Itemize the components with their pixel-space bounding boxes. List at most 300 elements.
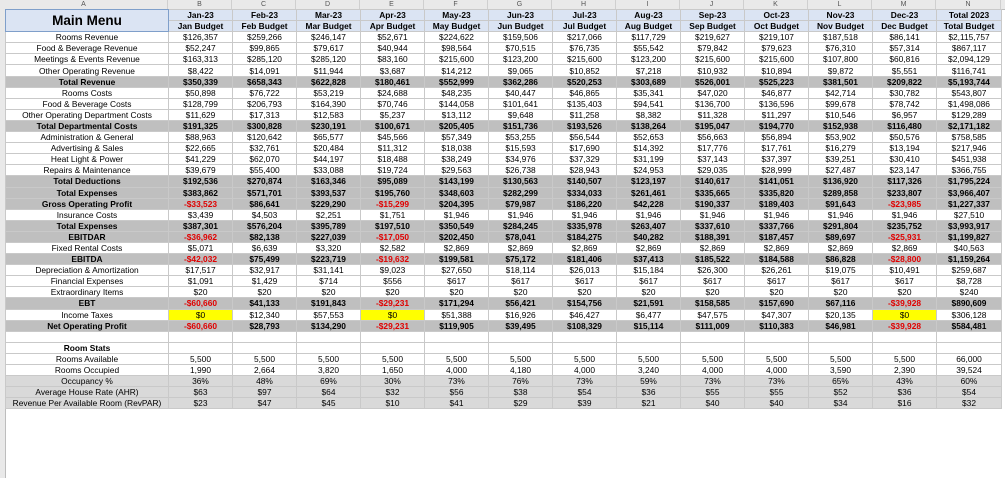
cell[interactable]: $867,117 xyxy=(937,43,1002,54)
cell[interactable]: $617 xyxy=(745,276,809,287)
cell[interactable]: $246,147 xyxy=(297,32,361,43)
cell[interactable]: $11,944 xyxy=(297,65,361,76)
cell[interactable]: $154,756 xyxy=(553,298,617,309)
budget-header[interactable]: Feb Budget xyxy=(233,21,297,32)
cell[interactable]: $27,510 xyxy=(937,209,1002,220)
cell[interactable]: $185,522 xyxy=(681,254,745,265)
cell[interactable]: $95,089 xyxy=(361,176,425,187)
cell[interactable]: $11,297 xyxy=(745,109,809,120)
cell[interactable] xyxy=(489,342,553,353)
month-header[interactable]: Total 2023 xyxy=(937,10,1002,21)
cell[interactable]: $1,795,224 xyxy=(937,176,1002,187)
cell[interactable]: $86,641 xyxy=(233,198,297,209)
cell[interactable]: $98,564 xyxy=(425,43,489,54)
cell[interactable]: $285,120 xyxy=(233,54,297,65)
cell[interactable]: 2,664 xyxy=(233,365,297,376)
cell[interactable]: $15,184 xyxy=(617,265,681,276)
cell[interactable]: $136,596 xyxy=(745,98,809,109)
cell[interactable]: $2,582 xyxy=(361,242,425,253)
cell[interactable]: $9,065 xyxy=(489,65,553,76)
cell[interactable]: 73% xyxy=(681,376,745,387)
cell[interactable]: 5,500 xyxy=(553,353,617,364)
cell[interactable]: -$28,800 xyxy=(873,254,937,265)
cell[interactable]: $135,403 xyxy=(553,98,617,109)
cell[interactable]: $259,266 xyxy=(233,32,297,43)
cell[interactable]: $576,204 xyxy=(233,220,297,231)
cell[interactable]: $67,116 xyxy=(809,298,873,309)
cell[interactable]: $16 xyxy=(873,398,937,409)
cell[interactable]: $337,610 xyxy=(681,220,745,231)
cell[interactable]: $29 xyxy=(489,398,553,409)
cell[interactable]: $9,872 xyxy=(809,65,873,76)
cell[interactable]: $24,688 xyxy=(361,87,425,98)
row-label[interactable]: Total Expenses xyxy=(6,187,169,198)
cell[interactable]: $15,114 xyxy=(617,320,681,331)
cell[interactable]: $52,247 xyxy=(169,43,233,54)
row-label[interactable]: Repairs & Maintenance xyxy=(6,165,169,176)
month-header[interactable]: Sep-23 xyxy=(681,10,745,21)
cell[interactable]: $94,541 xyxy=(617,98,681,109)
cell[interactable]: $617 xyxy=(425,276,489,287)
cell[interactable]: 5,500 xyxy=(297,353,361,364)
cell[interactable]: $86,141 xyxy=(873,32,937,43)
cell[interactable]: $42,228 xyxy=(617,198,681,209)
cell[interactable]: $8,728 xyxy=(937,276,1002,287)
cell[interactable] xyxy=(873,331,937,342)
cell[interactable]: $2,869 xyxy=(681,242,745,253)
cell[interactable]: $18,488 xyxy=(361,154,425,165)
cell[interactable]: 3,590 xyxy=(809,365,873,376)
row-label[interactable]: Total Deductions xyxy=(6,176,169,187)
cell[interactable]: $47,307 xyxy=(745,309,809,320)
cell[interactable]: $270,874 xyxy=(233,176,297,187)
cell[interactable]: 5,500 xyxy=(617,353,681,364)
cell[interactable]: 76% xyxy=(489,376,553,387)
cell[interactable] xyxy=(809,342,873,353)
cell[interactable]: $16,279 xyxy=(809,143,873,154)
row-label[interactable]: Insurance Costs xyxy=(6,209,169,220)
cell[interactable]: $39,251 xyxy=(809,154,873,165)
cell[interactable]: $291,804 xyxy=(809,220,873,231)
cell[interactable]: $3,993,917 xyxy=(937,220,1002,231)
cell[interactable]: $180,461 xyxy=(361,76,425,87)
cell[interactable]: $140,507 xyxy=(553,176,617,187)
cell[interactable]: $46,981 xyxy=(809,320,873,331)
cell[interactable]: 59% xyxy=(617,376,681,387)
cell[interactable]: $2,869 xyxy=(809,242,873,253)
cell[interactable]: $99,678 xyxy=(809,98,873,109)
cell[interactable]: 48% xyxy=(233,376,297,387)
cell[interactable] xyxy=(809,331,873,342)
column-letter-b[interactable]: B xyxy=(168,0,232,9)
cell[interactable]: -$60,660 xyxy=(169,320,233,331)
cell[interactable]: $129,289 xyxy=(937,109,1002,120)
cell[interactable]: $54 xyxy=(553,387,617,398)
cell[interactable]: $217,946 xyxy=(937,143,1002,154)
cell[interactable]: $64 xyxy=(297,387,361,398)
cell[interactable]: $41,229 xyxy=(169,154,233,165)
cell[interactable]: $101,641 xyxy=(489,98,553,109)
cell[interactable]: $33,088 xyxy=(297,165,361,176)
cell[interactable]: $622,828 xyxy=(297,76,361,87)
cell[interactable]: $79,842 xyxy=(681,43,745,54)
row-label[interactable]: Heat Light & Power xyxy=(6,154,169,165)
month-header[interactable]: Apr-23 xyxy=(361,10,425,21)
cell[interactable]: $34 xyxy=(809,398,873,409)
cell[interactable]: $20 xyxy=(553,287,617,298)
cell[interactable]: $335,820 xyxy=(745,187,809,198)
cell[interactable]: $20 xyxy=(809,287,873,298)
cell[interactable]: $120,642 xyxy=(233,132,297,143)
month-header[interactable]: Jan-23 xyxy=(169,10,233,21)
cell[interactable]: $99,865 xyxy=(233,43,297,54)
cell[interactable]: $26,261 xyxy=(745,265,809,276)
cell[interactable] xyxy=(169,331,233,342)
cell[interactable]: $28,943 xyxy=(553,165,617,176)
cell[interactable]: $108,329 xyxy=(553,320,617,331)
cell[interactable]: $20 xyxy=(297,287,361,298)
cell[interactable]: 5,500 xyxy=(489,353,553,364)
cell[interactable]: $144,058 xyxy=(425,98,489,109)
cell[interactable]: $303,689 xyxy=(617,76,681,87)
column-letter-l[interactable]: L xyxy=(808,0,872,9)
cell[interactable]: $123,200 xyxy=(489,54,553,65)
row-label[interactable]: Room Stats xyxy=(6,342,169,353)
cell[interactable]: $9,648 xyxy=(489,109,553,120)
cell[interactable]: $387,301 xyxy=(169,220,233,231)
cell[interactable]: $2,171,182 xyxy=(937,120,1002,131)
cell[interactable]: $21,591 xyxy=(617,298,681,309)
cell[interactable]: $40 xyxy=(745,398,809,409)
cell[interactable]: $40 xyxy=(681,398,745,409)
cell[interactable]: $130,563 xyxy=(489,176,553,187)
row-label[interactable]: Meetings & Events Revenue xyxy=(6,54,169,65)
cell[interactable]: $263,407 xyxy=(617,220,681,231)
cell[interactable]: $13,112 xyxy=(425,109,489,120)
cell[interactable]: 4,000 xyxy=(425,365,489,376)
budget-header[interactable]: Total Budget xyxy=(937,21,1002,32)
cell[interactable]: $65,577 xyxy=(297,132,361,143)
cell[interactable]: $284,245 xyxy=(489,220,553,231)
cell[interactable]: $26,300 xyxy=(681,265,745,276)
row-label[interactable]: EBITDAR xyxy=(6,231,169,242)
cell[interactable]: $395,789 xyxy=(297,220,361,231)
cell[interactable]: 5,500 xyxy=(233,353,297,364)
cell[interactable]: $18,038 xyxy=(425,143,489,154)
cell[interactable]: $47,020 xyxy=(681,87,745,98)
cell[interactable] xyxy=(233,331,297,342)
cell[interactable]: $190,337 xyxy=(681,198,745,209)
cell[interactable]: -$39,928 xyxy=(873,320,937,331)
cell[interactable]: $48,235 xyxy=(425,87,489,98)
cell[interactable]: $20 xyxy=(681,287,745,298)
row-label[interactable]: Administration & General xyxy=(6,132,169,143)
cell[interactable] xyxy=(745,342,809,353)
row-label[interactable]: Total Revenue xyxy=(6,76,169,87)
cell[interactable]: $209,822 xyxy=(873,76,937,87)
cell[interactable]: $57,314 xyxy=(873,43,937,54)
cell[interactable]: $199,581 xyxy=(425,254,489,265)
cell[interactable]: $10,546 xyxy=(809,109,873,120)
cell[interactable] xyxy=(553,342,617,353)
cell[interactable]: $6,957 xyxy=(873,109,937,120)
cell[interactable]: $44,197 xyxy=(297,154,361,165)
cell[interactable]: 73% xyxy=(425,376,489,387)
cell[interactable]: 36% xyxy=(169,376,233,387)
cell[interactable]: $188,391 xyxy=(681,231,745,242)
cell[interactable]: $11,328 xyxy=(681,109,745,120)
month-header[interactable]: Dec-23 xyxy=(873,10,937,21)
month-header[interactable]: Oct-23 xyxy=(745,10,809,21)
cell[interactable]: $10,932 xyxy=(681,65,745,76)
cell[interactable]: $381,501 xyxy=(809,76,873,87)
cell[interactable]: $187,457 xyxy=(745,231,809,242)
cell[interactable]: $14,091 xyxy=(233,65,297,76)
cell[interactable]: 69% xyxy=(297,376,361,387)
cell[interactable]: $1,946 xyxy=(873,209,937,220)
cell[interactable] xyxy=(681,331,745,342)
cell[interactable]: $362,286 xyxy=(489,76,553,87)
cell[interactable]: $282,299 xyxy=(489,187,553,198)
cell[interactable]: $193,526 xyxy=(553,120,617,131)
row-label[interactable]: Food & Beverage Revenue xyxy=(6,43,169,54)
budget-header[interactable]: Aug Budget xyxy=(617,21,681,32)
cell[interactable]: $119,905 xyxy=(425,320,489,331)
cell[interactable]: -$29,231 xyxy=(361,320,425,331)
column-letter-h[interactable]: H xyxy=(552,0,616,9)
cell[interactable]: $30,410 xyxy=(873,154,937,165)
cell[interactable]: $107,800 xyxy=(809,54,873,65)
cell[interactable]: $78,041 xyxy=(489,231,553,242)
column-letter-e[interactable]: E xyxy=(360,0,424,9)
month-header[interactable]: Aug-23 xyxy=(617,10,681,21)
cell[interactable]: $17,313 xyxy=(233,109,297,120)
cell[interactable]: $75,172 xyxy=(489,254,553,265)
cell[interactable]: $1,946 xyxy=(489,209,553,220)
cell[interactable]: $235,752 xyxy=(873,220,937,231)
cell[interactable]: $55,400 xyxy=(233,165,297,176)
column-letter-d[interactable]: D xyxy=(296,0,360,9)
cell[interactable]: $261,461 xyxy=(617,187,681,198)
cell[interactable]: $215,600 xyxy=(681,54,745,65)
cell[interactable]: $191,843 xyxy=(297,298,361,309)
column-letter-m[interactable]: M xyxy=(872,0,936,9)
cell[interactable]: $56,894 xyxy=(745,132,809,143)
cell[interactable]: $11,258 xyxy=(553,109,617,120)
cell[interactable]: $240 xyxy=(937,287,1002,298)
cell[interactable]: $164,390 xyxy=(297,98,361,109)
cell[interactable]: $350,549 xyxy=(425,220,489,231)
cell[interactable]: $451,938 xyxy=(937,154,1002,165)
cell[interactable]: $0 xyxy=(873,309,937,320)
cell[interactable]: $10,852 xyxy=(553,65,617,76)
cell[interactable]: $128,799 xyxy=(169,98,233,109)
cell[interactable]: $57,349 xyxy=(425,132,489,143)
cell[interactable] xyxy=(553,331,617,342)
cell[interactable]: $55 xyxy=(745,387,809,398)
cell[interactable]: $617 xyxy=(617,276,681,287)
cell[interactable]: $11,629 xyxy=(169,109,233,120)
cell[interactable]: $134,290 xyxy=(297,320,361,331)
cell[interactable] xyxy=(425,342,489,353)
cell[interactable]: 5,500 xyxy=(681,353,745,364)
cell[interactable]: $194,770 xyxy=(745,120,809,131)
cell[interactable]: $116,741 xyxy=(937,65,1002,76)
cell[interactable]: $40,563 xyxy=(937,242,1002,253)
cell[interactable]: 3,240 xyxy=(617,365,681,376)
row-label[interactable]: Rooms Revenue xyxy=(6,32,169,43)
cell[interactable]: 43% xyxy=(873,376,937,387)
budget-header[interactable]: Jun Budget xyxy=(489,21,553,32)
cell[interactable]: $140,617 xyxy=(681,176,745,187)
cell[interactable]: $552,999 xyxy=(425,76,489,87)
cell[interactable]: $53,219 xyxy=(297,87,361,98)
cell[interactable] xyxy=(745,331,809,342)
cell[interactable]: $152,938 xyxy=(809,120,873,131)
cell[interactable]: $36 xyxy=(617,387,681,398)
cell[interactable]: $617 xyxy=(489,276,553,287)
cell[interactable]: $20 xyxy=(169,287,233,298)
cell[interactable]: $50,576 xyxy=(873,132,937,143)
cell[interactable]: -$23,985 xyxy=(873,198,937,209)
cell[interactable]: $383,862 xyxy=(169,187,233,198)
cell[interactable]: $20 xyxy=(617,287,681,298)
cell[interactable]: $40,282 xyxy=(617,231,681,242)
cell[interactable]: $46,427 xyxy=(553,309,617,320)
column-letter-k[interactable]: K xyxy=(744,0,808,9)
cell[interactable]: $14,392 xyxy=(617,143,681,154)
cell[interactable]: $27,487 xyxy=(809,165,873,176)
cell[interactable]: $230,191 xyxy=(297,120,361,131)
cell[interactable]: $8,422 xyxy=(169,65,233,76)
cell[interactable]: $138,264 xyxy=(617,120,681,131)
cell[interactable]: $204,395 xyxy=(425,198,489,209)
row-label[interactable]: Total Expenses xyxy=(6,220,169,231)
cell[interactable]: 5,500 xyxy=(425,353,489,364)
row-label[interactable]: Revenue Per Available Room (RevPAR) xyxy=(6,398,169,409)
month-header[interactable]: Mar-23 xyxy=(297,10,361,21)
budget-header[interactable]: Jan Budget xyxy=(169,21,233,32)
cell[interactable]: $6,639 xyxy=(233,242,297,253)
cell[interactable]: $23,147 xyxy=(873,165,937,176)
cell[interactable]: $38,249 xyxy=(425,154,489,165)
cell[interactable]: $556 xyxy=(361,276,425,287)
cell[interactable]: 1,650 xyxy=(361,365,425,376)
cell[interactable]: $1,946 xyxy=(553,209,617,220)
cell[interactable]: $195,047 xyxy=(681,120,745,131)
cell[interactable]: $62,070 xyxy=(233,154,297,165)
row-label[interactable]: EBT xyxy=(6,298,169,309)
cell[interactable]: $151,736 xyxy=(489,120,553,131)
cell[interactable]: $205,405 xyxy=(425,120,489,131)
cell[interactable]: $215,600 xyxy=(425,54,489,65)
cell[interactable]: $17,690 xyxy=(553,143,617,154)
cell[interactable]: $40,447 xyxy=(489,87,553,98)
cell[interactable]: $186,220 xyxy=(553,198,617,209)
cell[interactable]: $123,197 xyxy=(617,176,681,187)
cell[interactable] xyxy=(937,331,1002,342)
cell[interactable]: $11,312 xyxy=(361,143,425,154)
cell[interactable]: $37,397 xyxy=(745,154,809,165)
cell[interactable]: $206,793 xyxy=(233,98,297,109)
cell[interactable]: 66,000 xyxy=(937,353,1002,364)
cell[interactable]: $4,503 xyxy=(233,209,297,220)
cell[interactable] xyxy=(489,331,553,342)
cell[interactable]: -$60,660 xyxy=(169,298,233,309)
cell[interactable]: $184,588 xyxy=(745,254,809,265)
cell[interactable]: $20,135 xyxy=(809,309,873,320)
cell[interactable]: $189,403 xyxy=(745,198,809,209)
cell[interactable]: $79,617 xyxy=(297,43,361,54)
row-label[interactable]: Advertising & Sales xyxy=(6,143,169,154)
row-label[interactable]: Income Taxes xyxy=(6,309,169,320)
cell[interactable]: $335,665 xyxy=(681,187,745,198)
cell[interactable] xyxy=(297,331,361,342)
cell[interactable]: $217,066 xyxy=(553,32,617,43)
cell[interactable]: 39,524 xyxy=(937,365,1002,376)
cell[interactable]: $1,946 xyxy=(745,209,809,220)
cell[interactable]: $63 xyxy=(169,387,233,398)
cell[interactable]: $1,751 xyxy=(361,209,425,220)
cell[interactable]: $35,341 xyxy=(617,87,681,98)
cell[interactable]: $20 xyxy=(873,287,937,298)
cell[interactable]: -$25,931 xyxy=(873,231,937,242)
main-menu-button[interactable]: Main Menu xyxy=(6,10,169,32)
cell[interactable]: $91,643 xyxy=(809,198,873,209)
cell[interactable]: -$17,050 xyxy=(361,231,425,242)
cell[interactable]: $45 xyxy=(297,398,361,409)
cell[interactable]: $60,816 xyxy=(873,54,937,65)
cell[interactable]: $97 xyxy=(233,387,297,398)
cell[interactable]: $28,999 xyxy=(745,165,809,176)
cell[interactable]: -$15,299 xyxy=(361,198,425,209)
cell[interactable]: $5,237 xyxy=(361,109,425,120)
cell[interactable]: $141,051 xyxy=(745,176,809,187)
cell[interactable]: -$39,928 xyxy=(873,298,937,309)
cell[interactable]: $0 xyxy=(361,309,425,320)
cell[interactable]: $890,609 xyxy=(937,298,1002,309)
cell[interactable]: $187,518 xyxy=(809,32,873,43)
cell[interactable]: $53,902 xyxy=(809,132,873,143)
cell[interactable]: $16,926 xyxy=(489,309,553,320)
cell[interactable]: $23 xyxy=(169,398,233,409)
cell[interactable]: $224,622 xyxy=(425,32,489,43)
cell[interactable]: $526,001 xyxy=(681,76,745,87)
cell[interactable]: $76,722 xyxy=(233,87,297,98)
cell[interactable]: $714 xyxy=(297,276,361,287)
cell[interactable]: $3,687 xyxy=(361,65,425,76)
cell[interactable]: $32,761 xyxy=(233,143,297,154)
cell[interactable]: $82,138 xyxy=(233,231,297,242)
cell[interactable]: $219,107 xyxy=(745,32,809,43)
cell[interactable]: $1,199,827 xyxy=(937,231,1002,242)
cell[interactable]: $31,141 xyxy=(297,265,361,276)
cell[interactable]: $117,729 xyxy=(617,32,681,43)
cell[interactable]: $163,346 xyxy=(297,176,361,187)
cell[interactable]: $117,326 xyxy=(873,176,937,187)
cell[interactable]: $26,013 xyxy=(553,265,617,276)
cell[interactable]: $29,035 xyxy=(681,165,745,176)
cell[interactable]: $617 xyxy=(553,276,617,287)
cell[interactable]: $56,544 xyxy=(553,132,617,143)
cell[interactable]: $184,275 xyxy=(553,231,617,242)
cell[interactable] xyxy=(169,342,233,353)
cell[interactable]: $215,600 xyxy=(553,54,617,65)
cell[interactable] xyxy=(233,342,297,353)
cell[interactable]: $123,200 xyxy=(617,54,681,65)
cell[interactable]: $285,120 xyxy=(297,54,361,65)
cell[interactable]: $40,944 xyxy=(361,43,425,54)
